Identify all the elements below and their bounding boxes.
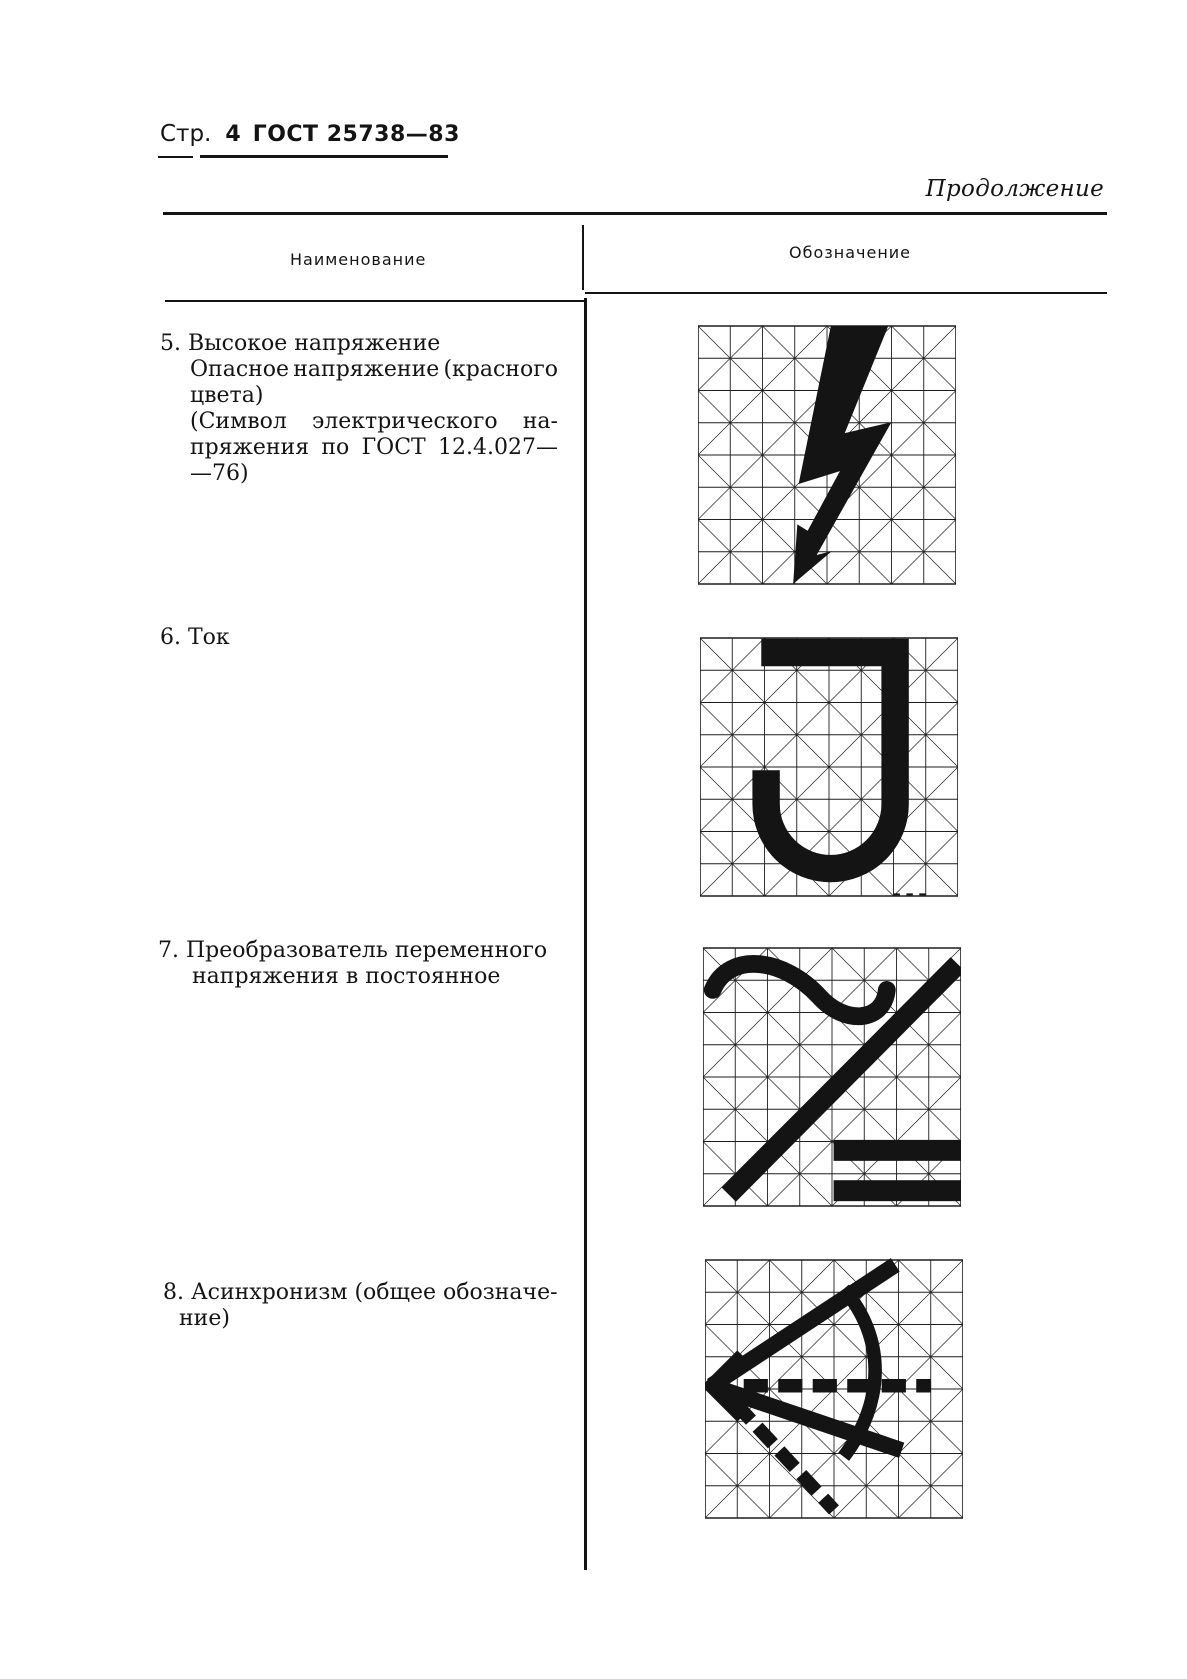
item-text: Опасное: [190, 357, 290, 382]
list-item: [160, 625, 558, 651]
column-divider-head: [582, 225, 584, 290]
standard-number: ГОСТ 25738—83: [252, 122, 460, 147]
column-header-name: Наименование: [290, 250, 427, 269]
item-title: Асинхронизм (общее обозначе-: [191, 1280, 558, 1305]
page-header: [160, 119, 460, 147]
table-head-rule-right: [585, 292, 1107, 294]
item-text: ГОСТ: [361, 435, 426, 460]
list-item: [163, 1280, 561, 1332]
item-number: 6.: [160, 625, 181, 650]
asynchronism-glyph: [711, 1265, 930, 1510]
item-text: напряжения в постоянное: [192, 964, 501, 989]
dc-bar-top: [834, 1140, 961, 1161]
item-text: по: [321, 435, 350, 460]
current-j-icon: [700, 636, 958, 898]
item-text: пряжения: [190, 435, 310, 460]
ac-dc-converter-icon: [703, 946, 961, 1208]
header-underline-short: [158, 156, 193, 158]
column-divider-body: [584, 298, 587, 1570]
item-number: 5.: [160, 331, 181, 356]
header-underline: [200, 155, 448, 158]
page-label: Стр.: [160, 121, 212, 147]
high-voltage-lightning-icon: [698, 324, 956, 586]
item-title: Преобразователь переменного: [186, 938, 548, 963]
item-text: напряжение: [293, 357, 440, 382]
item-title: Высокое напряжение: [188, 331, 441, 356]
page-number: 4: [225, 122, 241, 147]
item-number: 7.: [158, 938, 179, 963]
list-item: [158, 938, 560, 990]
item-text: ние): [179, 1306, 230, 1331]
item-text: (красного: [443, 357, 558, 382]
current-glyph: [761, 653, 895, 869]
item-number: 8.: [163, 1280, 184, 1305]
dc-bar-bottom: [834, 1180, 961, 1201]
item-text: 12.4.027—: [438, 435, 558, 460]
item-text: (Символ: [190, 409, 287, 434]
column-header-symbol: Обозначение: [789, 243, 912, 262]
item-title: Ток: [188, 625, 230, 650]
item-text: —76): [190, 461, 249, 486]
list-item: [160, 331, 558, 487]
continuation-label: Продолжение: [925, 176, 1104, 202]
asynchronism-icon: [705, 1258, 963, 1520]
item-text: электрического: [311, 409, 498, 434]
table-head-rule-left: [165, 300, 585, 302]
item-text: цвета): [190, 383, 264, 408]
item-text: на-: [522, 409, 558, 434]
table-top-rule: [163, 212, 1107, 215]
